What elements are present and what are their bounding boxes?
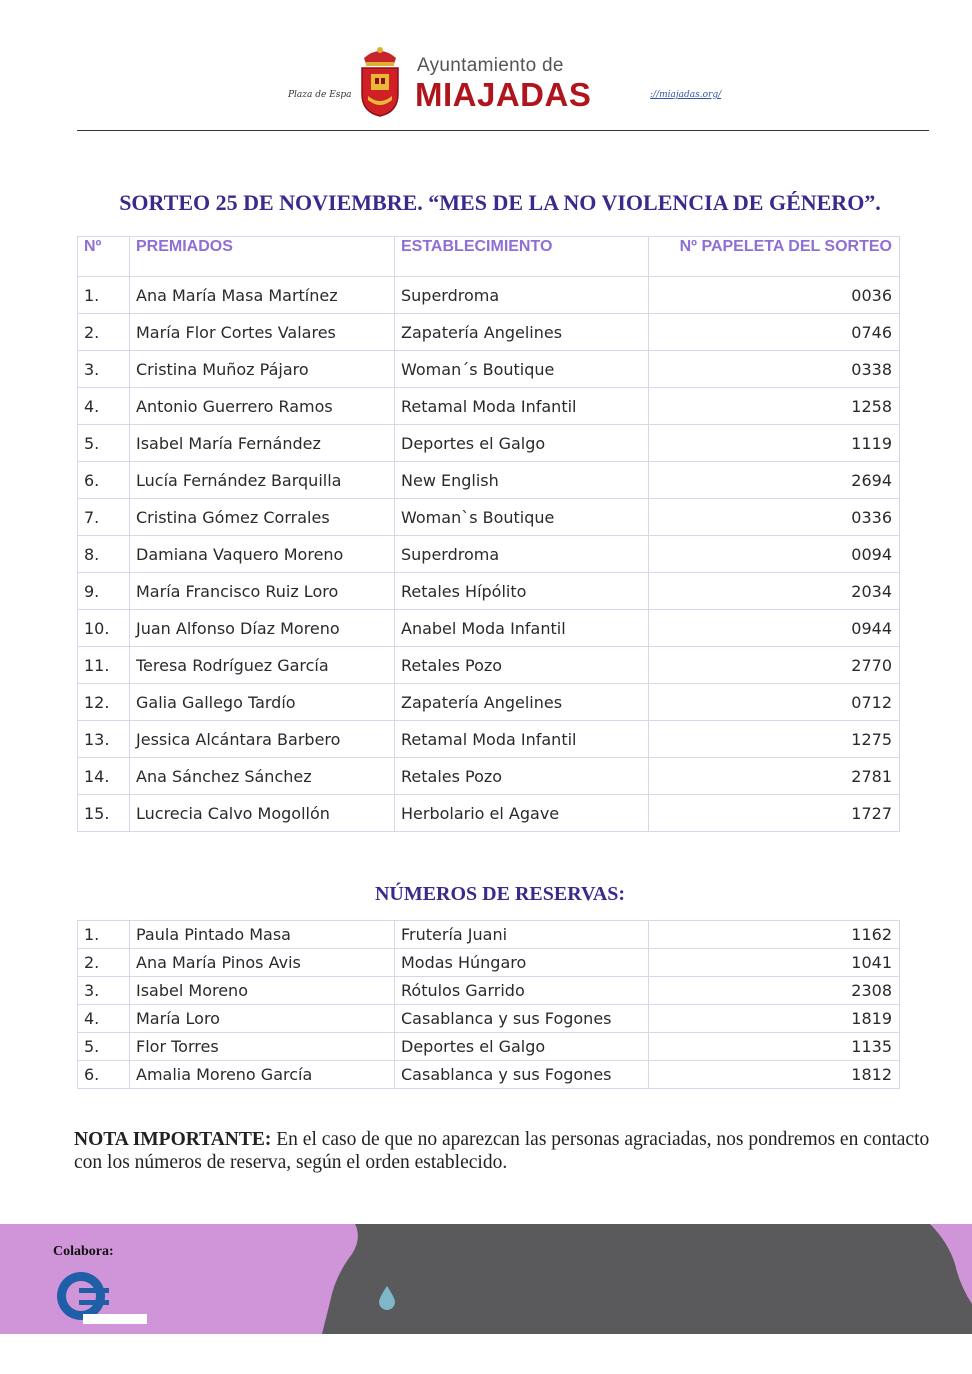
row-winner-name: Lucrecia Calvo Mogollón [130,795,395,832]
table-row [78,758,900,795]
row-ticket-number: 2034 [649,573,900,610]
row-winner-name: Antonio Guerrero Ramos [130,388,395,425]
row-winner-name: Ana Sánchez Sánchez [130,758,395,795]
row-number: 9. [78,573,130,610]
row-number: 14. [78,758,130,795]
table-row [78,684,900,721]
row-winner-name: Lucía Fernández Barquilla [130,462,395,499]
row-establishment: Herbolario el Agave [395,795,649,832]
row-winner-name: Teresa Rodríguez García [130,647,395,684]
row-winner-name: Ana María Pinos Avis [130,949,395,977]
column-header-ticket: Nº PAPELETA DEL SORTEO [649,237,900,277]
row-ticket-number: 1119 [649,425,900,462]
row-ticket-number: 1812 [649,1061,900,1089]
row-winner-name: Isabel Moreno [130,977,395,1005]
row-winner-name: Cristina Gómez Corrales [130,499,395,536]
row-establishment: Retales Pozo [395,758,649,795]
winners-table [77,236,900,832]
column-header-winners: PREMIADOS [130,237,395,277]
column-header-establishment: ESTABLECIMIENTO [395,237,649,277]
row-establishment: Woman`s Boutique [395,499,649,536]
row-number: 5. [78,425,130,462]
row-establishment: Casablanca y sus Fogones [395,1061,649,1089]
row-establishment: Superdroma [395,536,649,573]
winners-table-body [78,277,900,832]
row-establishment: Anabel Moda Infantil [395,610,649,647]
table-row [78,277,900,314]
acomic-logo-icon [53,1270,149,1326]
table-row [78,721,900,758]
table-row [78,795,900,832]
row-winner-name: María Loro [130,1005,395,1033]
row-establishment: Retales Pozo [395,647,649,684]
row-number: 10. [78,610,130,647]
row-establishment: Woman´s Boutique [395,351,649,388]
website-link[interactable]: ://miajadas.org/ [650,90,722,100]
row-number: 1. [78,277,130,314]
page-title: SORTEO 25 DE NOVIEMBRE. “MES DE LA NO VIOLENCIA DE GÉNERO”. [119,190,881,215]
row-number: 3. [78,351,130,388]
note-text: En el caso de que no aparezcan las personas agraciadas, nos pondremos en contacto con los números de reserva, según el orden establecido. [74,1129,930,1173]
row-winner-name: María Flor Cortes Valares [130,314,395,351]
brand-subtitle: Ayuntamiento de [417,55,564,76]
row-number: 11. [78,647,130,684]
row-number: 7. [78,499,130,536]
row-establishment: Retamal Moda Infantil [395,721,649,758]
row-ticket-number: 1162 [649,921,900,949]
table-row [78,499,900,536]
sponsor-label: Colabora: [53,1244,114,1259]
row-ticket-number: 2308 [649,977,900,1005]
row-ticket-number: 1041 [649,949,900,977]
table-header-row [78,237,900,277]
row-establishment: Deportes el Galgo [395,1033,649,1061]
row-number: 13. [78,721,130,758]
row-ticket-number: 1135 [649,1033,900,1061]
row-establishment: Superdroma [395,277,649,314]
table-row [78,314,900,351]
table-row [78,647,900,684]
table-row [78,610,900,647]
coat-of-arms-icon [358,44,402,118]
row-number: 12. [78,684,130,721]
row-number: 1. [78,921,130,949]
row-winner-name: Amalia Moreno García [130,1061,395,1089]
column-header-number: Nº [78,237,130,277]
table-row [78,351,900,388]
row-ticket-number: 0036 [649,277,900,314]
note-label: NOTA IMPORTANTE: [74,1129,272,1150]
row-ticket-number: 2694 [649,462,900,499]
letterhead [0,0,972,135]
table-row [78,977,900,1005]
header-divider [77,130,929,131]
row-winner-name: Flor Torres [130,1033,395,1061]
row-ticket-number: 0338 [649,351,900,388]
reserves-title: NÚMEROS DE RESERVAS: [374,883,626,905]
row-number: 15. [78,795,130,832]
row-establishment: Modas Húngaro [395,949,649,977]
row-ticket-number: 0712 [649,684,900,721]
row-establishment: Frutería Juani [395,921,649,949]
table-row [78,573,900,610]
row-number: 6. [78,1061,130,1089]
row-establishment: Retamal Moda Infantil [395,388,649,425]
row-winner-name: Damiana Vaquero Moreno [130,536,395,573]
table-row [78,949,900,977]
row-number: 3. [78,977,130,1005]
brand-name: MIAJADAS [415,76,592,113]
table-row [78,1033,900,1061]
row-winner-name: Isabel María Fernández [130,425,395,462]
reserves-table [77,920,900,1089]
row-ticket-number: 1258 [649,388,900,425]
row-winner-name: Ana María Masa Martínez [130,277,395,314]
row-winner-name: Cristina Muñoz Pájaro [130,351,395,388]
address-text: Plaza de Espa [288,90,352,100]
table-row [78,425,900,462]
row-ticket-number: 1727 [649,795,900,832]
row-winner-name: Paula Pintado Masa [130,921,395,949]
row-ticket-number: 1819 [649,1005,900,1033]
row-number: 2. [78,949,130,977]
row-number: 5. [78,1033,130,1061]
row-ticket-number: 2781 [649,758,900,795]
row-winner-name: María Francisco Ruiz Loro [130,573,395,610]
table-row [78,388,900,425]
row-winner-name: Juan Alfonso Díaz Moreno [130,610,395,647]
row-ticket-number: 2770 [649,647,900,684]
row-ticket-number: 0944 [649,610,900,647]
row-establishment: Zapatería Angelines [395,684,649,721]
row-number: 8. [78,536,130,573]
row-establishment: Zapatería Angelines [395,314,649,351]
row-establishment: Rótulos Garrido [395,977,649,1005]
row-number: 4. [78,1005,130,1033]
table-row [78,536,900,573]
row-number: 6. [78,462,130,499]
row-number: 4. [78,388,130,425]
row-number: 2. [78,314,130,351]
important-note [74,1128,934,1174]
table-row [78,1061,900,1089]
row-ticket-number: 1275 [649,721,900,758]
table-row [78,1005,900,1033]
row-winner-name: Jessica Alcántara Barbero [130,721,395,758]
row-establishment: New English [395,462,649,499]
row-winner-name: Galia Gallego Tardío [130,684,395,721]
row-establishment: Casablanca y sus Fogones [395,1005,649,1033]
row-ticket-number: 0336 [649,499,900,536]
reserves-table-body [78,921,900,1089]
table-row [78,921,900,949]
row-establishment: Retales Hípólito [395,573,649,610]
table-row [78,462,900,499]
row-ticket-number: 0094 [649,536,900,573]
row-ticket-number: 0746 [649,314,900,351]
row-establishment: Deportes el Galgo [395,425,649,462]
